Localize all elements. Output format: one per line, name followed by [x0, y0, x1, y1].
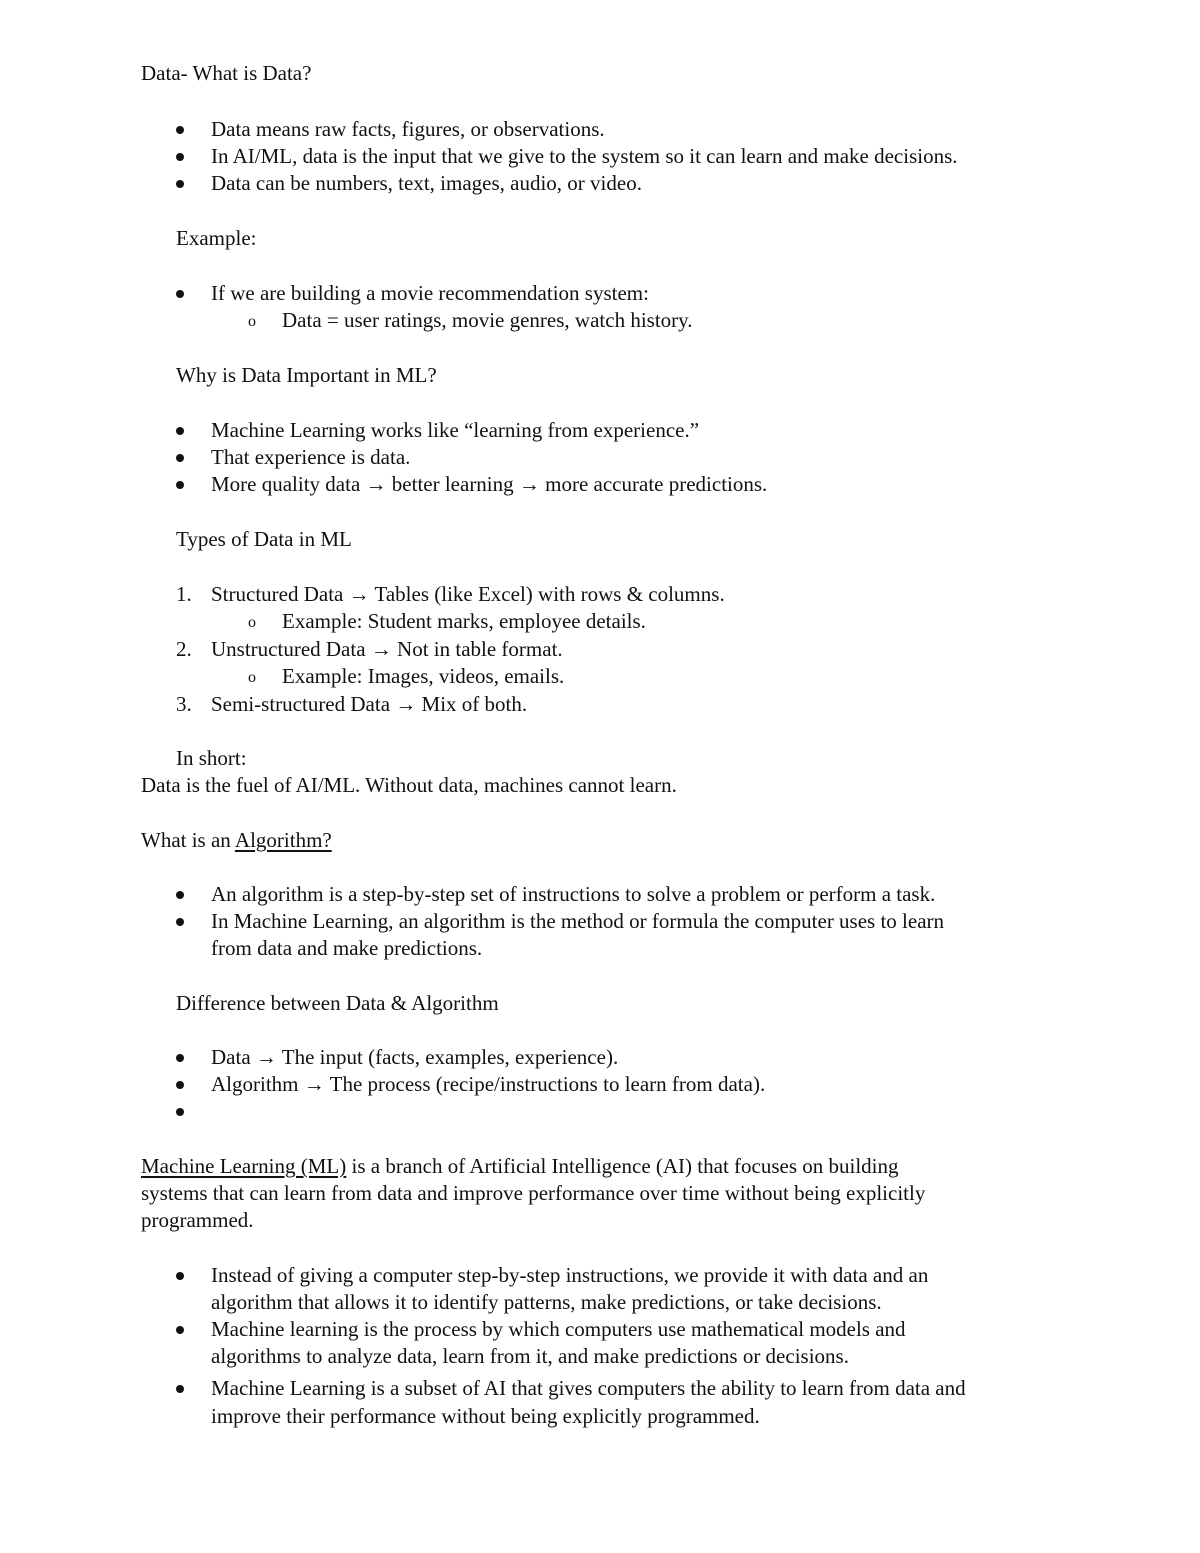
list-item: That experience is data.: [211, 445, 411, 469]
list-item: Machine learning is the process by which computers use mathematical models and: [211, 1317, 906, 1341]
list-item: Instead of giving a computer step-by-step instructions, we provide it with data and an: [211, 1263, 929, 1287]
page-heading: Data- What is Data?: [141, 61, 312, 85]
bullet-icon: [176, 417, 200, 444]
section-heading: Why is Data Important in ML?: [176, 363, 437, 387]
list-item: In AI/ML, data is the input that we give to the system so it can learn and make decisions.: [211, 144, 958, 168]
bullet-icon: [176, 1316, 200, 1343]
bullet-icon: [176, 170, 200, 197]
algorithm-link[interactable]: Algorithm?: [234, 828, 332, 852]
section-heading: Difference between Data & Algorithm: [176, 991, 499, 1015]
ml-paragraph-line: programmed.: [141, 1208, 254, 1232]
bullet-icon: [176, 444, 200, 471]
list-number: 1.: [176, 582, 192, 606]
bullet-icon: [176, 1071, 200, 1098]
sub-list-item: Example: Student marks, employee details.: [282, 609, 646, 633]
bullet-icon: [176, 116, 200, 143]
list-item: An algorithm is a step-by-step set of instructions to solve a problem or perform a task.: [211, 882, 936, 906]
list-item: Structured Data → Tables (like Excel) with rows & columns.: [211, 582, 725, 606]
list-item: In Machine Learning, an algorithm is the method or formula the computer uses to learn: [211, 909, 945, 933]
circle-bullet-icon: o: [248, 614, 256, 631]
bullet-icon: [176, 1262, 200, 1289]
list-number: 3.: [176, 692, 192, 716]
list-item-continuation: improve their performance without being explicitly programmed.: [211, 1404, 760, 1428]
list-item: Algorithm → The process (recipe/instructions to learn from data).: [211, 1072, 766, 1096]
list-item: Machine Learning works like “learning from experience.”: [211, 418, 700, 442]
list-item: Machine Learning is a subset of AI that gives computers the ability to learn from data and: [211, 1376, 966, 1400]
bullet-icon: [176, 280, 200, 307]
list-number: 2.: [176, 637, 192, 661]
ml-paragraph-line: [141, 1153, 899, 1180]
list-item-continuation: algorithm that allows it to identify patterns, make predictions, or take decisions.: [211, 1290, 882, 1314]
heading-prefix: What is an: [141, 828, 235, 852]
ml-term-link[interactable]: Machine Learning (ML): [141, 1154, 347, 1178]
section-heading: [141, 827, 332, 854]
list-item: If we are building a movie recommendation system:: [211, 281, 649, 305]
sub-list-item: Example: Images, videos, emails.: [282, 664, 565, 688]
bullet-icon: [176, 1375, 200, 1402]
circle-bullet-icon: o: [248, 313, 256, 330]
bullet-icon: [176, 143, 200, 170]
sub-list-item: Data = user ratings, movie genres, watch history.: [282, 308, 693, 332]
list-item-continuation: algorithms to analyze data, learn from it, and make predictions or decisions.: [211, 1344, 849, 1368]
circle-bullet-icon: o: [248, 669, 256, 686]
ml-paragraph-line: systems that can learn from data and improve performance over time without being explicitly: [141, 1181, 926, 1205]
ml-paragraph-text: is a branch of Artificial Intelligence (AI) that focuses on building: [346, 1154, 899, 1178]
bullet-icon: [176, 1044, 200, 1071]
list-item: Semi-structured Data → Mix of both.: [211, 692, 528, 716]
list-item: Data means raw facts, figures, or observations.: [211, 117, 605, 141]
short-label: In short:: [176, 746, 247, 770]
list-item: Data → The input (facts, examples, experience).: [211, 1045, 619, 1069]
bullet-icon: [176, 881, 200, 908]
list-item: Data can be numbers, text, images, audio, or video.: [211, 171, 642, 195]
example-label: Example:: [176, 226, 257, 250]
bullet-icon: [176, 1098, 200, 1125]
bullet-icon: [176, 908, 200, 935]
list-item: More quality data → better learning → more accurate predictions.: [211, 472, 768, 496]
list-item-continuation: from data and make predictions.: [211, 936, 483, 960]
summary-text: Data is the fuel of AI/ML. Without data, machines cannot learn.: [141, 773, 677, 797]
bullet-icon: [176, 471, 200, 498]
list-item: Unstructured Data → Not in table format.: [211, 637, 563, 661]
section-heading: Types of Data in ML: [176, 527, 352, 551]
